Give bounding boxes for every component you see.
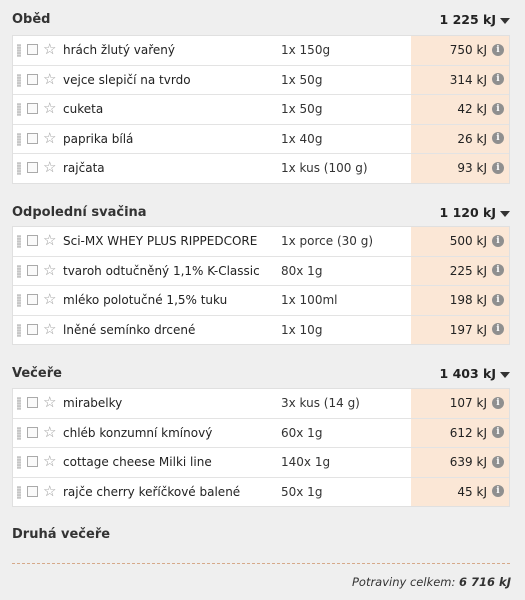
info-icon[interactable]: i — [492, 426, 504, 438]
checkbox[interactable] — [27, 103, 38, 114]
food-row[interactable] — [13, 286, 509, 316]
caret-down-icon[interactable] — [500, 18, 510, 24]
drag-handle-icon[interactable] — [17, 294, 21, 307]
meal-total[interactable]: 1 120 kJ — [439, 205, 496, 220]
drag-handle-icon[interactable] — [17, 486, 21, 499]
info-icon[interactable]: i — [492, 456, 504, 468]
food-amount: 1x 150g — [281, 43, 331, 57]
food-amount: 1x 40g — [281, 131, 323, 146]
star-outline-icon[interactable]: ☆ — [43, 128, 57, 147]
daily-total-label: Potraviny celkem: — [351, 575, 456, 589]
checkbox[interactable] — [27, 265, 38, 276]
checkbox[interactable] — [27, 456, 38, 467]
food-row[interactable] — [13, 316, 509, 345]
drag-handle-icon[interactable] — [17, 265, 21, 278]
food-row[interactable] — [13, 419, 509, 449]
drag-handle-icon[interactable] — [17, 324, 21, 337]
food-energy: 314 kJ — [449, 72, 487, 87]
checkbox[interactable] — [27, 397, 38, 408]
food-energy: 750 kJ — [449, 43, 487, 57]
info-icon[interactable]: i — [492, 323, 504, 335]
star-outline-icon[interactable]: ☆ — [43, 393, 57, 411]
checkbox[interactable] — [27, 486, 38, 497]
food-energy: 198 kJ — [449, 293, 487, 307]
food-amount: 3x kus (14 g) — [281, 396, 360, 410]
food-name[interactable]: chléb konzumní kmínový — [63, 425, 213, 440]
checkbox[interactable] — [27, 324, 38, 335]
star-outline-icon[interactable]: ☆ — [43, 231, 57, 249]
food-name[interactable]: cottage cheese Milki line — [63, 455, 212, 469]
checkbox[interactable] — [27, 133, 38, 144]
caret-down-icon[interactable] — [500, 372, 510, 378]
food-row[interactable] — [13, 478, 509, 507]
meal-total[interactable]: 1 225 kJ — [439, 12, 496, 27]
divider — [12, 563, 510, 564]
food-name[interactable]: rajče cherry keříčkové balené — [63, 484, 241, 499]
star-outline-icon[interactable]: ☆ — [43, 319, 57, 338]
food-table — [12, 35, 510, 184]
food-row[interactable] — [13, 227, 509, 257]
food-name[interactable]: mléko polotučné 1,5% tuku — [63, 293, 228, 307]
food-row[interactable] — [13, 66, 509, 96]
food-name[interactable]: lněné semínko drcené — [63, 322, 196, 337]
drag-handle-icon[interactable] — [17, 103, 21, 116]
meal-header — [12, 203, 510, 225]
food-energy: 500 kJ — [449, 234, 487, 248]
food-name[interactable]: tvaroh odtučněný 1,1% K-Classic — [63, 263, 260, 278]
food-row[interactable] — [13, 95, 509, 125]
drag-handle-icon[interactable] — [17, 44, 21, 57]
info-icon[interactable]: i — [492, 73, 504, 85]
food-name[interactable]: cuketa — [63, 102, 104, 116]
info-icon[interactable]: i — [492, 44, 504, 56]
drag-handle-icon[interactable] — [17, 74, 21, 87]
info-icon[interactable]: i — [492, 235, 504, 247]
checkbox[interactable] — [27, 162, 38, 173]
food-row[interactable] — [13, 125, 509, 155]
food-row[interactable] — [13, 36, 509, 66]
star-outline-icon[interactable]: ☆ — [43, 40, 57, 58]
checkbox[interactable] — [27, 74, 38, 85]
food-name[interactable]: vejce slepičí na tvrdo — [63, 72, 191, 87]
star-outline-icon[interactable]: ☆ — [43, 260, 57, 279]
food-energy: 42 kJ — [457, 102, 487, 116]
drag-handle-icon[interactable] — [17, 397, 21, 410]
food-name[interactable]: hrách žlutý vařený — [63, 43, 175, 57]
food-amount: 1x 10g — [281, 322, 323, 337]
food-amount: 1x 100ml — [281, 293, 338, 307]
star-outline-icon[interactable]: ☆ — [43, 158, 57, 176]
star-outline-icon[interactable]: ☆ — [43, 481, 57, 500]
daily-total — [352, 575, 511, 589]
food-row[interactable] — [13, 448, 509, 478]
drag-handle-icon[interactable] — [17, 427, 21, 440]
food-amount: 1x porce (30 g) — [281, 234, 374, 248]
food-amount: 1x 50g — [281, 72, 323, 87]
food-table — [12, 388, 510, 507]
food-amount: 60x 1g — [281, 425, 323, 440]
food-energy: 612 kJ — [449, 425, 487, 440]
meal-title: Oběd — [12, 12, 51, 27]
drag-handle-icon[interactable] — [17, 133, 21, 146]
food-amount: 1x kus (100 g) — [281, 161, 368, 175]
food-row[interactable] — [13, 389, 509, 419]
info-icon[interactable]: i — [492, 294, 504, 306]
meal-title: Večeře — [12, 366, 62, 381]
star-outline-icon[interactable]: ☆ — [43, 99, 57, 117]
meal-total[interactable]: 1 403 kJ — [439, 366, 496, 381]
food-amount: 1x 50g — [281, 102, 323, 116]
info-icon[interactable]: i — [492, 162, 504, 174]
checkbox[interactable] — [27, 235, 38, 246]
food-amount: 80x 1g — [281, 263, 323, 278]
meal-header — [12, 10, 510, 32]
star-outline-icon[interactable]: ☆ — [43, 69, 57, 88]
food-name[interactable]: Sci-MX WHEY PLUS RIPPEDCORE — [63, 234, 258, 248]
daily-total-value: 6 716 kJ — [459, 575, 511, 589]
info-icon[interactable]: i — [492, 397, 504, 409]
checkbox[interactable] — [27, 294, 38, 305]
star-outline-icon[interactable]: ☆ — [43, 422, 57, 441]
food-energy: 197 kJ — [449, 322, 487, 337]
star-outline-icon[interactable]: ☆ — [43, 290, 57, 308]
food-energy: 26 kJ — [457, 131, 487, 146]
checkbox[interactable] — [27, 427, 38, 438]
star-outline-icon[interactable]: ☆ — [43, 452, 57, 470]
drag-handle-icon[interactable] — [17, 162, 21, 175]
food-energy: 93 kJ — [457, 161, 487, 175]
food-row[interactable] — [13, 154, 509, 183]
meal-title: Odpolední svačina — [12, 205, 147, 220]
checkbox[interactable] — [27, 44, 38, 55]
food-name[interactable]: rajčata — [63, 161, 105, 175]
food-energy: 45 kJ — [457, 484, 487, 499]
food-energy: 107 kJ — [449, 396, 487, 410]
meal-title-empty: Druhá večeře — [12, 527, 111, 542]
food-energy: 225 kJ — [449, 263, 487, 278]
info-icon[interactable]: i — [492, 132, 504, 144]
food-amount: 50x 1g — [281, 484, 323, 499]
info-icon[interactable]: i — [492, 264, 504, 276]
drag-handle-icon[interactable] — [17, 235, 21, 248]
info-icon[interactable]: i — [492, 485, 504, 497]
food-name[interactable]: paprika bílá — [63, 131, 134, 146]
food-energy: 639 kJ — [449, 455, 487, 469]
food-name[interactable]: mirabelky — [63, 396, 123, 410]
drag-handle-icon[interactable] — [17, 456, 21, 469]
caret-down-icon[interactable] — [500, 211, 510, 217]
info-icon[interactable]: i — [492, 103, 504, 115]
food-row[interactable] — [13, 257, 509, 287]
meal-header — [12, 364, 510, 386]
food-amount: 140x 1g — [281, 455, 331, 469]
food-table — [12, 226, 510, 345]
